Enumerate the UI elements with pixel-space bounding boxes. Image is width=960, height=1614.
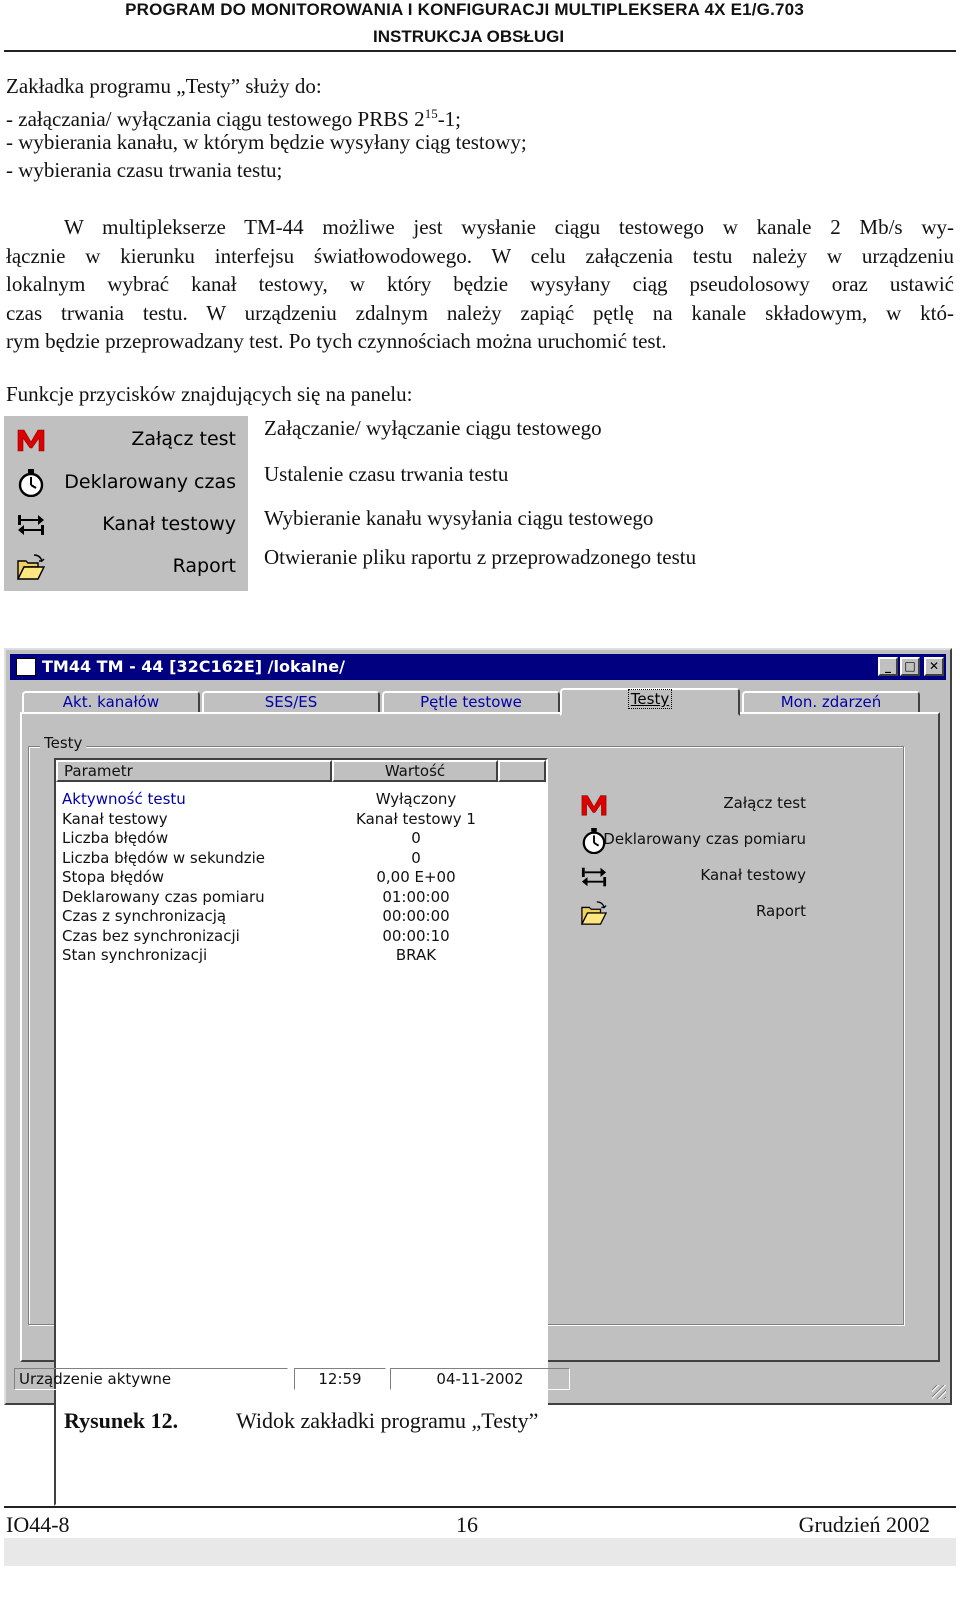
figure-caption: Widok zakładki programu „Testy” [236,1408,539,1433]
table-cell-wartosc[interactable]: 0 [411,829,421,847]
tab-testy-label: Testy [628,689,672,709]
legend-desc: Ustalenie czasu trwania testu [264,462,509,486]
intro-bullet-2: - wybierania kanału, w którym będzie wysyłany ciąg testowy; [6,130,527,154]
table-cell-wartosc[interactable]: 0,00 E+00 [376,868,456,886]
status-time: 12:59 [294,1368,386,1390]
zalacz-test-label: Załącz test [723,794,806,812]
zalacz-test-button[interactable] [576,788,806,822]
m-icon [580,792,608,818]
tests-group-label: Testy [40,734,86,752]
document-header-subtitle: INSTRUKCJA OBSŁUGI [373,27,565,46]
footer-date: Grudzień 2002 [798,1512,930,1537]
tab-ses-es[interactable]: SES/ES [202,691,380,714]
deklarowany-czas-button[interactable] [576,824,806,858]
legend-button-panel [4,416,248,591]
tab-akt-kanalow[interactable]: Akt. kanałów [22,691,200,714]
paragraph-line: rym będzie przeprowadzany test. Po tych czynnościach można uruchomić test. [6,329,667,353]
folder-open-icon [580,900,608,926]
paragraph-line: czas trwania testu. W urządzeniu zdalnym należy zapiąć pętlę na kanale składowym, w któ- [6,300,954,325]
table-cell-parametr[interactable]: Stan synchronizacji [62,946,208,964]
paragraph-line: łącznie w kierunku interfejsu światłowodowego. W celu załączenia testu należy w urządzeniu [6,243,954,268]
table-cell-wartosc[interactable]: Kanał testowy 1 [356,809,476,828]
footer-page-number: 16 [456,1512,478,1537]
legend-button-kanal-testowy [4,503,248,545]
tab-mon-zdarzen[interactable]: Mon. zdarzeń [742,691,920,714]
parameters-table[interactable] [54,758,548,1506]
legend-button-deklarowany-czas [4,461,248,503]
folder-open-icon [16,553,46,581]
paragraph-line: W multiplekserze TM-44 możliwe jest wysłanie ciągu testowego w kanale 2 Mb/s wy- [64,215,954,239]
resize-grip[interactable] [932,1385,946,1399]
legend-desc: Wybieranie kanału wysyłania ciągu testowego [264,506,654,530]
minimize-button[interactable]: _ [878,657,898,676]
app-icon [16,658,36,676]
legend-title: Funkcje przycisków znajdujących się na panelu: [6,382,413,406]
column-header-empty [498,760,546,782]
status-date: 04-11-2002 [390,1368,570,1390]
footer-bar [4,1538,956,1566]
legend-button-label: Kanał testowy [102,513,236,535]
close-button[interactable]: ✕ [924,657,944,676]
table-cell-wartosc[interactable]: 00:00:00 [382,907,450,925]
intro-bullet-1-superscript: 15 [424,106,438,121]
paragraph-line: lokalnym wybrać kanał testowy, w który będzie wysyłany ciąg pseudolosowy oraz ustawić [6,272,954,296]
status-device-state: Urządzenie aktywne [14,1368,288,1390]
table-cell-wartosc[interactable]: BRAK [395,946,437,964]
table-cell-parametr[interactable]: Liczba błędów w sekundzie [62,848,265,867]
intro-bullet-3: - wybierania czasu trwania testu; [6,158,283,182]
deklarowany-czas-label: Deklarowany czas pomiaru [603,830,806,848]
legend-button-label: Deklarowany czas [64,471,236,493]
table-cell-parametr[interactable]: Liczba błędów [62,829,169,847]
kanal-testowy-label: Kanał testowy [700,866,806,884]
maximize-button[interactable]: □ [900,657,920,676]
legend-button-zalacz-test [4,418,248,460]
intro-bullet-1-suffix: -1; [437,107,462,131]
table-cell-wartosc[interactable]: 0 [411,848,421,867]
stopwatch-icon [16,469,46,497]
body-paragraph [6,213,954,356]
m-icon [16,426,46,454]
window-title: TM44 TM - 44 [32C162E] /lokalne/ [42,657,345,676]
tab-petle-testowe[interactable]: Pętle testowe [382,691,560,714]
legend-button-label: Raport [172,555,236,577]
tab-strip [22,688,942,714]
raport-button[interactable] [576,896,806,930]
table-cell-wartosc[interactable]: 00:00:10 [382,926,450,945]
legend-button-raport [4,545,248,587]
intro-bullet-1-text: - załączania/ wyłączania ciągu testowego PRBS 2 [6,107,425,131]
legend-desc: Otwieranie pliku raportu z przeprowadzonego testu [264,545,697,569]
kanal-testowy-button[interactable] [576,860,806,894]
legend-desc: Załączanie/ wyłączanie ciągu testowego [264,416,602,440]
figure-label: Rysunek 12. [64,1408,179,1433]
column-header-parametr[interactable]: Parametr [56,760,332,782]
column-header-wartosc[interactable]: Wartość [332,760,498,782]
tab-testy[interactable] [560,688,740,716]
document-header-title: PROGRAM DO MONITOROWANIA I KONFIGURACJI MULTIPLEKSERA 4X E1/G.703 [125,0,804,19]
table-cell-wartosc[interactable]: Wyłączony [375,790,457,808]
arrows-icon [580,864,608,890]
window-titlebar[interactable] [10,654,946,680]
header-rule [4,50,956,52]
table-cell-wartosc[interactable]: 01:00:00 [382,887,450,906]
arrows-icon [16,511,46,539]
table-cell-parametr[interactable]: Czas bez synchronizacji [62,926,240,945]
intro-lead: Zakładka programu „Testy” służy do: [6,74,322,98]
table-cell-parametr[interactable]: Stopa błędów [62,868,165,886]
table-cell-parametr[interactable]: Czas z synchronizacją [62,907,227,925]
table-cell-parametr[interactable]: Kanał testowy [62,809,168,828]
app-window [4,648,952,1405]
footer-rule [4,1506,956,1508]
table-cell-parametr[interactable]: Deklarowany czas pomiaru [62,887,265,906]
table-cell-parametr[interactable]: Aktywność testu [62,790,186,808]
raport-label: Raport [755,902,806,920]
footer-doc-id: IO44-8 [6,1512,70,1537]
legend-button-label: Załącz test [131,428,236,450]
